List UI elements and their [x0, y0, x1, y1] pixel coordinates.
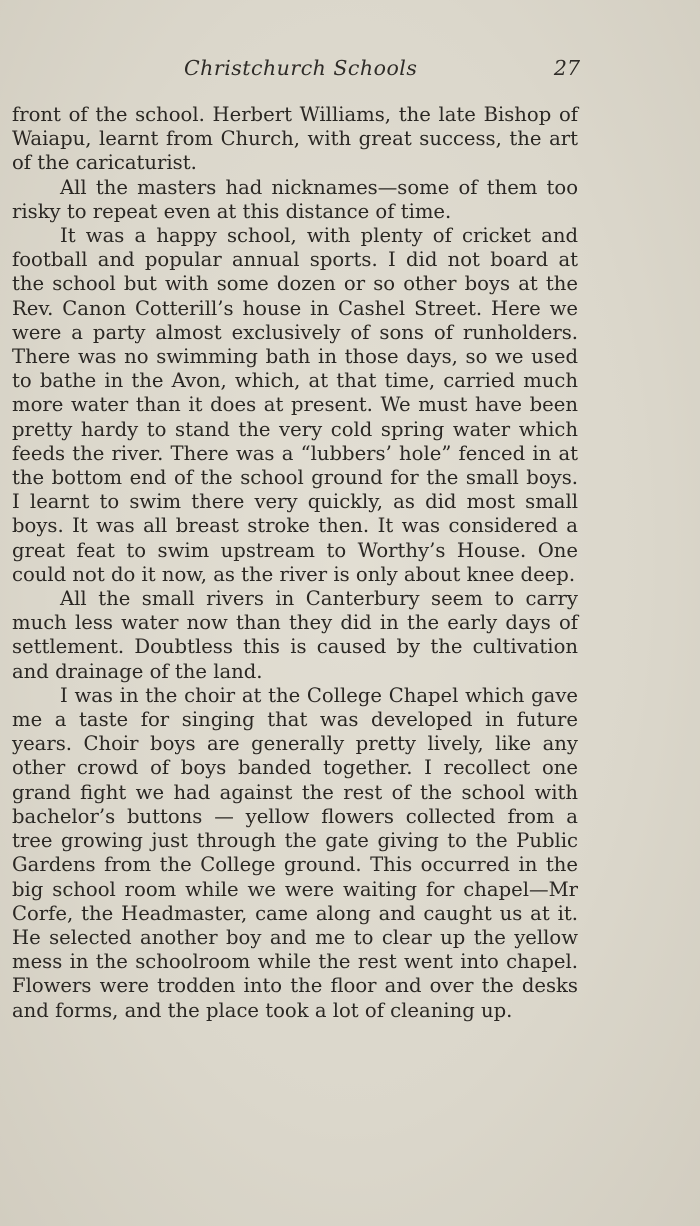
page-number: 27: [553, 56, 580, 80]
paragraph-choir: I was in the choir at the College Chapel which gave me a taste for singing that was developed in future years. Choir boys are generally pretty lively, like any other crowd of boys banded together. I recollect one grand fight we had against the rest of the school with bachelor’s buttons — yellow flowers collected from a tree growing just through the gate giving to the Public Gardens from the College ground. This occurred in the big school room while we were waiting for chapel—Mr Corfe, the Headmaster, came along and caught us at it. He selected another boy and me to clear up the yellow mess in the schoolroom while the rest went into chapel. Flowers were trodden into the floor and over the desks and forms, and the place took a lot of cleaning up.: [12, 683, 578, 1022]
body-text: [12, 103, 578, 1023]
paragraph-nicknames: All the masters had nicknames—some of them too risky to repeat even at this distance of time.: [12, 175, 578, 223]
paragraph-happy-school: It was a happy school, with plenty of cricket and football and popular annual sports. I did not board at the school but with some dozen or so other boys at the Rev. Canon Cotterill’s house in Cashel Street. Here we were a party almost exclusively of sons of runholders. There was no swimming bath in those days, so we used to bathe in the Avon, which, at that time, carried much more water than it does at present. We must have been pretty hardy to stand the very cold spring water which feeds the river. There was a “lubbers’ hole” fenced in at the bottom end of the school ground for the small boys. I learnt to swim there very quickly, as did most small boys. It was all breast stroke then. It was considered a great feat to swim upstream to Worthy’s House. One could not do it now, as the river is only about knee deep.: [12, 224, 578, 586]
paragraph-rivers: All the small rivers in Canterbury seem to carry much less water now than they did in the early days of settlement. Doubtless this is caused by the cultivation and drainage of the land.: [12, 587, 578, 683]
paragraph-continued: front of the school. Herbert Williams, the late Bishop of Waiapu, learnt from Church, with great success, the art of the caricaturist.: [12, 103, 578, 175]
page-header: [12, 56, 580, 84]
running-head: Christchurch Schools: [184, 56, 418, 80]
